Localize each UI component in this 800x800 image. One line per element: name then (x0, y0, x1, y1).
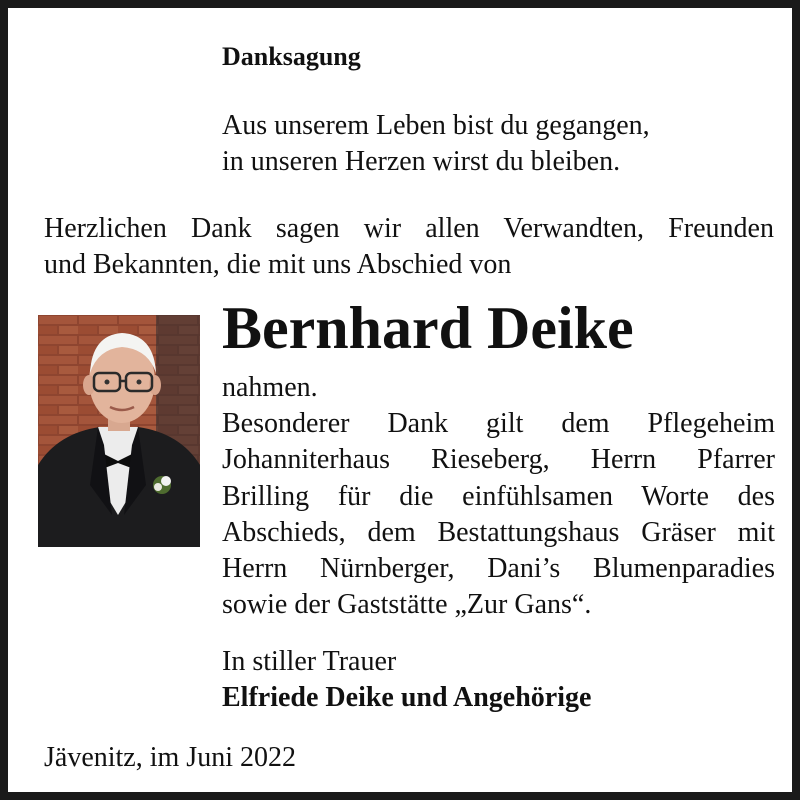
body-line: nahmen. (222, 372, 318, 403)
verse-line: Aus unserem Leben bist du gegangen, (222, 110, 650, 141)
notice-heading: Danksagung (222, 42, 361, 71)
place-date: Jävenitz, im Juni 2022 (44, 742, 296, 773)
memorial-verse (222, 108, 650, 180)
thanks-paragraph (44, 211, 774, 283)
signers: Elfriede Deike und Angehörige (222, 682, 592, 713)
mourning-line: In stiller Trauer (222, 646, 397, 677)
portrait-photo (38, 315, 200, 547)
body-line: Abschieds, dem Bestattungshaus Gräser mit (222, 516, 775, 548)
thanks-line: und Bekannten, die mit uns Abschied von (44, 249, 512, 280)
body-line: Brilling für die einfühlsamen Worte des (222, 480, 775, 512)
body-line: Herrn Nürnberger, Dani’s Blumenparadies (222, 553, 775, 585)
body-line: Besonderer Dank gilt dem Pflegeheim (222, 408, 775, 440)
thanks-line: Herzlichen Dank sagen wir allen Verwandten, Freunden (44, 213, 774, 244)
body-line: sowie der Gaststätte „Zur Gans“. (222, 589, 592, 621)
body-line: Johanniterhaus Rieseberg, Herrn Pfarrer (222, 444, 775, 476)
verse-line: in unseren Herzen wirst du bleiben. (222, 146, 621, 177)
thanks-body (222, 370, 775, 623)
deceased-name: Bernhard Deike (222, 295, 634, 361)
